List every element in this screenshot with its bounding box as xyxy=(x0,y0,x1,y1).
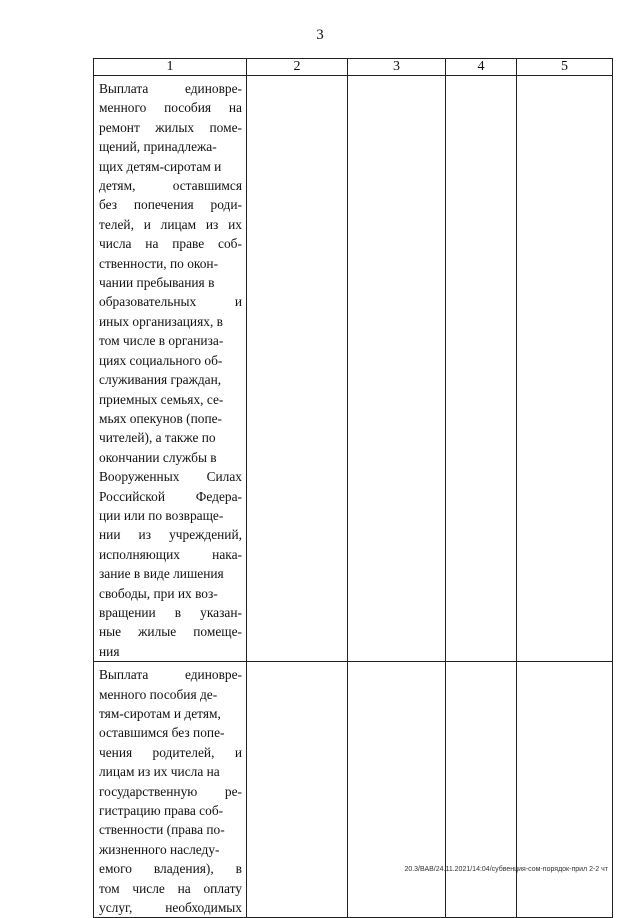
word: попечения xyxy=(133,197,194,213)
word: свободы, при их воз- xyxy=(99,585,218,601)
word: ственности (права по- xyxy=(99,822,225,838)
empty-cell xyxy=(348,662,446,918)
text-line xyxy=(99,859,242,878)
word: циях социального об- xyxy=(99,352,223,368)
word: числе xyxy=(132,880,165,896)
text-line xyxy=(99,840,242,859)
word: указан- xyxy=(200,604,242,620)
text-line xyxy=(99,157,242,176)
word: иных организациях, в xyxy=(99,313,223,329)
word: образовательных xyxy=(99,294,197,310)
text-line xyxy=(99,351,242,370)
word: Российской xyxy=(99,488,165,504)
text-line xyxy=(99,98,242,117)
word: тям-сиротам и детям, xyxy=(99,706,221,721)
word: роди- xyxy=(210,197,242,213)
word: ремонт xyxy=(99,119,140,135)
empty-cell xyxy=(517,76,613,662)
text-line xyxy=(99,665,242,684)
word: в xyxy=(235,861,242,877)
word: окончании службы в xyxy=(99,449,217,465)
header-cell: 2 xyxy=(247,59,348,76)
word: чителей), а также по xyxy=(99,430,216,446)
word: единовре- xyxy=(184,667,242,683)
text-line xyxy=(99,782,242,801)
word: том числе в организа- xyxy=(99,333,224,349)
word: государственную xyxy=(99,783,198,799)
word: родителей, xyxy=(152,744,215,760)
word: поме- xyxy=(209,119,242,135)
text-line xyxy=(99,467,242,486)
text-line xyxy=(99,292,242,311)
word: емого xyxy=(99,861,132,877)
word: служивания граждан, xyxy=(99,372,222,388)
row-description xyxy=(94,76,246,661)
word: и xyxy=(234,744,242,760)
text-line xyxy=(99,584,242,603)
text-line xyxy=(99,137,242,156)
word: Силах xyxy=(206,469,242,485)
word: исполняющих xyxy=(99,546,180,562)
word: их xyxy=(228,216,242,232)
word: числа xyxy=(99,236,132,252)
empty-cell xyxy=(348,76,446,662)
word: соб- xyxy=(218,236,242,252)
word: Выплата xyxy=(99,667,149,683)
word: ния xyxy=(99,643,120,659)
word: помеще- xyxy=(193,624,242,640)
text-line xyxy=(99,118,242,137)
text-line xyxy=(99,622,242,641)
word: из xyxy=(138,527,152,543)
text-line xyxy=(99,254,242,273)
text-line xyxy=(99,215,242,234)
word: единовре- xyxy=(184,81,242,96)
header-cell: 1 xyxy=(94,59,247,76)
text-line xyxy=(99,273,242,292)
table-row xyxy=(94,662,613,918)
header-cell: 4 xyxy=(446,59,517,76)
word: том xyxy=(99,880,120,896)
header-cell: 3 xyxy=(348,59,446,76)
text-line xyxy=(99,487,242,506)
word: лицам xyxy=(160,216,197,232)
text-line xyxy=(99,820,242,839)
word: и xyxy=(234,294,242,310)
word: ции или по возвраще- xyxy=(99,507,224,523)
text-line xyxy=(99,685,242,704)
row-description-cell xyxy=(94,76,247,662)
word: ре- xyxy=(224,783,242,799)
word: Вооруженных xyxy=(99,469,180,485)
text-line xyxy=(99,195,242,214)
word: щих детям-сиротам и xyxy=(99,158,222,174)
row-description-cell xyxy=(94,662,247,918)
text-line xyxy=(99,176,242,195)
text-line xyxy=(99,603,242,622)
word: зание в виде лишения xyxy=(99,566,224,582)
word: на xyxy=(177,880,191,896)
text-line xyxy=(99,762,242,781)
word: без xyxy=(99,197,118,213)
word: ственности, по окон- xyxy=(99,255,219,271)
text-line xyxy=(99,642,242,661)
empty-cell xyxy=(446,662,517,918)
page-number: 3 xyxy=(316,27,324,43)
word: детям, xyxy=(99,178,136,194)
word: жилые xyxy=(138,624,177,640)
text-line xyxy=(99,234,242,253)
word: щений, принадлежа- xyxy=(99,139,217,155)
text-line xyxy=(99,564,242,583)
word: на xyxy=(228,100,242,116)
word: жизненного наследу- xyxy=(99,841,220,857)
empty-cell xyxy=(517,662,613,918)
text-line xyxy=(99,545,242,564)
word: телей, xyxy=(99,216,134,232)
text-line xyxy=(99,448,242,467)
word: праве xyxy=(172,236,205,252)
word: чании пребывания в xyxy=(99,275,215,291)
text-line xyxy=(99,506,242,525)
word: в xyxy=(174,604,182,620)
word: менного пособия де- xyxy=(99,686,218,702)
text-line xyxy=(99,331,242,350)
text-line xyxy=(99,409,242,428)
empty-cell xyxy=(446,76,517,662)
word: вращении xyxy=(99,604,156,620)
word: оставшимся xyxy=(172,178,242,194)
word: на xyxy=(145,236,159,252)
word: жилых xyxy=(155,119,195,135)
row-description xyxy=(94,662,246,917)
empty-cell xyxy=(247,76,348,662)
text-line xyxy=(99,801,242,820)
word: Федера- xyxy=(195,488,242,504)
word: нака- xyxy=(212,546,242,562)
word: чения xyxy=(99,744,133,760)
word: оплату xyxy=(203,880,242,896)
document-table xyxy=(93,58,613,918)
text-line xyxy=(99,370,242,389)
footer-file-stamp: 20.3/ВАВ/24.11.2021/14:04/субвенция-сом-порядок-прил 2-2 чт xyxy=(404,866,608,873)
table-header-row xyxy=(94,59,613,76)
word: нии xyxy=(99,527,121,543)
text-line xyxy=(99,879,242,898)
text-line xyxy=(99,525,242,544)
word: гистрацию права соб- xyxy=(99,803,224,819)
word: и xyxy=(143,216,151,232)
word: пособия xyxy=(164,100,212,116)
text-line xyxy=(99,898,242,917)
word: владения), xyxy=(153,861,214,877)
word: учреждений, xyxy=(169,527,242,543)
text-line xyxy=(99,704,242,723)
word: мьях опекунов (попе- xyxy=(99,410,223,426)
word: лицам из их числа на xyxy=(99,764,220,780)
text-line xyxy=(99,723,242,742)
word: менного xyxy=(99,100,147,116)
word: необходимых xyxy=(165,900,242,916)
text-line xyxy=(99,743,242,762)
header-cell: 5 xyxy=(517,59,613,76)
word: приемных семьях, се- xyxy=(99,391,224,407)
text-line xyxy=(99,79,242,98)
empty-cell xyxy=(247,662,348,918)
table-row xyxy=(94,76,613,662)
word: оставшимся без попе- xyxy=(99,725,225,741)
text-line xyxy=(99,390,242,409)
text-line xyxy=(99,428,242,447)
word: Выплата xyxy=(99,81,149,96)
word: услуг, xyxy=(99,900,133,916)
word: ные xyxy=(99,624,122,640)
word: из xyxy=(205,216,219,232)
text-line xyxy=(99,312,242,331)
